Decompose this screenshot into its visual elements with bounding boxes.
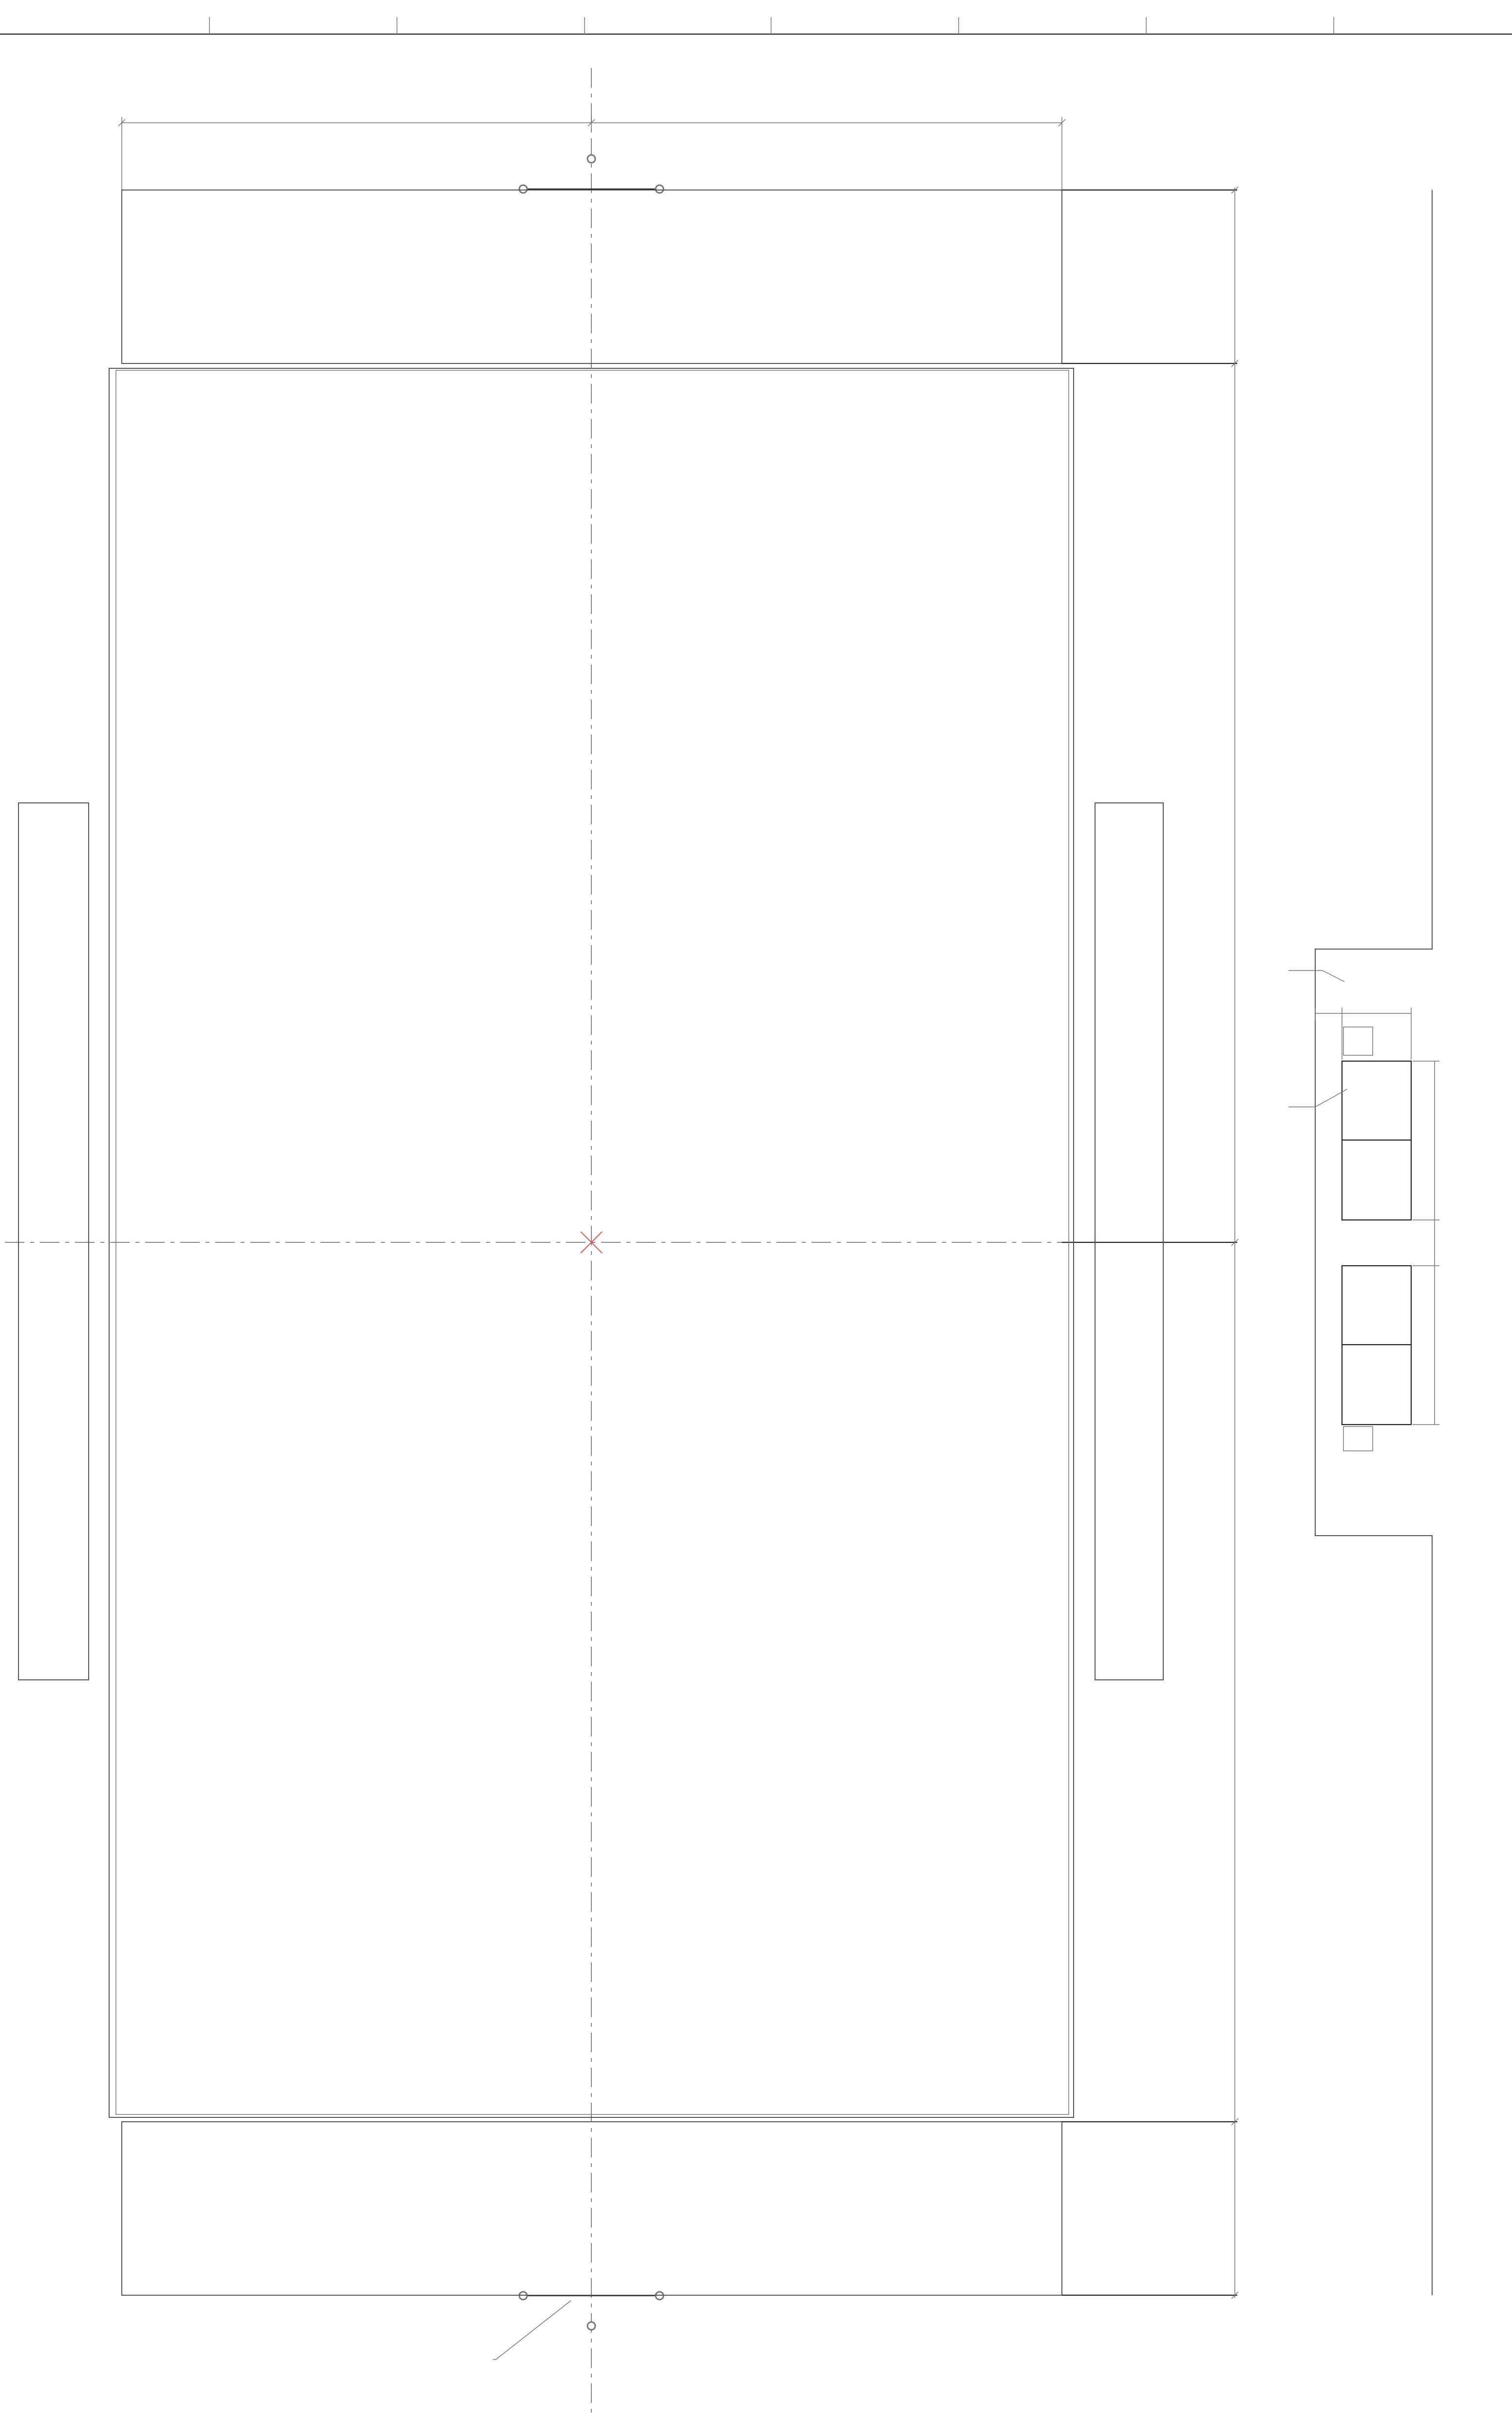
goal-leader — [493, 2301, 571, 2360]
bleachers-upper — [1342, 1061, 1411, 1220]
team-area-right — [1095, 803, 1163, 1680]
slab-leader — [1288, 971, 1344, 982]
bleacher-leader — [1288, 1089, 1347, 1107]
team-area-left — [19, 803, 89, 1680]
bleacher-dimensions — [1315, 1008, 1439, 1451]
site-boundary — [1315, 190, 1432, 2295]
bleachers-lower — [1342, 1266, 1411, 1425]
grid-strip — [0, 17, 1512, 34]
